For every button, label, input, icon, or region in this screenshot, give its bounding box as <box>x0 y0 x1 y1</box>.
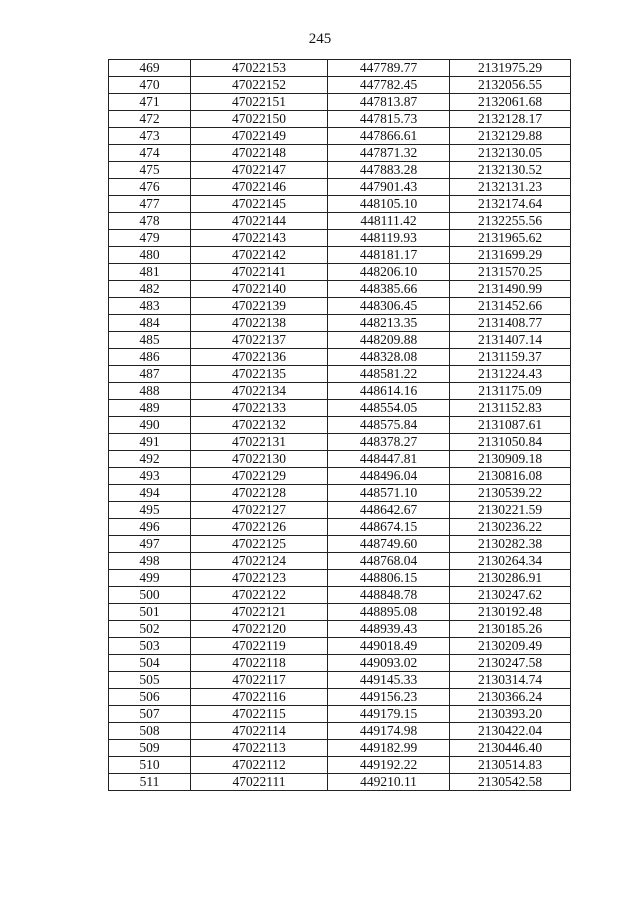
x-coordinate-cell: 448213.35 <box>328 315 450 332</box>
row-index-cell: 487 <box>109 366 191 383</box>
point-id-cell: 47022140 <box>191 281 328 298</box>
row-index-cell: 508 <box>109 723 191 740</box>
x-coordinate-cell: 449145.33 <box>328 672 450 689</box>
y-coordinate-cell: 2130264.34 <box>450 553 571 570</box>
table-row <box>109 349 571 366</box>
row-index-cell: 503 <box>109 638 191 655</box>
row-index-cell: 472 <box>109 111 191 128</box>
table-row <box>109 655 571 672</box>
y-coordinate-cell: 2132130.05 <box>450 145 571 162</box>
row-index-cell: 509 <box>109 740 191 757</box>
x-coordinate-cell: 447871.32 <box>328 145 450 162</box>
row-index-cell: 497 <box>109 536 191 553</box>
table-row <box>109 553 571 570</box>
point-id-cell: 47022145 <box>191 196 328 213</box>
y-coordinate-cell: 2132131.23 <box>450 179 571 196</box>
table-row <box>109 502 571 519</box>
y-coordinate-cell: 2130282.38 <box>450 536 571 553</box>
y-coordinate-cell: 2131152.83 <box>450 400 571 417</box>
point-id-cell: 47022117 <box>191 672 328 689</box>
row-index-cell: 473 <box>109 128 191 145</box>
x-coordinate-cell: 447901.43 <box>328 179 450 196</box>
y-coordinate-cell: 2131050.84 <box>450 434 571 451</box>
coordinates-table <box>108 59 571 791</box>
point-id-cell: 47022126 <box>191 519 328 536</box>
x-coordinate-cell: 448306.45 <box>328 298 450 315</box>
table-row <box>109 757 571 774</box>
x-coordinate-cell: 448385.66 <box>328 281 450 298</box>
x-coordinate-cell: 449156.23 <box>328 689 450 706</box>
point-id-cell: 47022111 <box>191 774 328 791</box>
y-coordinate-cell: 2130393.20 <box>450 706 571 723</box>
table-row <box>109 111 571 128</box>
point-id-cell: 47022127 <box>191 502 328 519</box>
x-coordinate-cell: 448581.22 <box>328 366 450 383</box>
x-coordinate-cell: 449018.49 <box>328 638 450 655</box>
point-id-cell: 47022146 <box>191 179 328 196</box>
point-id-cell: 47022113 <box>191 740 328 757</box>
x-coordinate-cell: 448378.27 <box>328 434 450 451</box>
point-id-cell: 47022139 <box>191 298 328 315</box>
x-coordinate-cell: 448939.43 <box>328 621 450 638</box>
row-index-cell: 470 <box>109 77 191 94</box>
y-coordinate-cell: 2130446.40 <box>450 740 571 757</box>
x-coordinate-cell: 447815.73 <box>328 111 450 128</box>
point-id-cell: 47022121 <box>191 604 328 621</box>
row-index-cell: 489 <box>109 400 191 417</box>
y-coordinate-cell: 2132130.52 <box>450 162 571 179</box>
table-row <box>109 638 571 655</box>
row-index-cell: 477 <box>109 196 191 213</box>
point-id-cell: 47022136 <box>191 349 328 366</box>
y-coordinate-cell: 2130816.08 <box>450 468 571 485</box>
point-id-cell: 47022148 <box>191 145 328 162</box>
y-coordinate-cell: 2131224.43 <box>450 366 571 383</box>
table-row <box>109 179 571 196</box>
row-index-cell: 498 <box>109 553 191 570</box>
row-index-cell: 469 <box>109 60 191 77</box>
x-coordinate-cell: 447883.28 <box>328 162 450 179</box>
row-index-cell: 506 <box>109 689 191 706</box>
x-coordinate-cell: 448496.04 <box>328 468 450 485</box>
x-coordinate-cell: 449174.98 <box>328 723 450 740</box>
x-coordinate-cell: 448575.84 <box>328 417 450 434</box>
x-coordinate-cell: 447813.87 <box>328 94 450 111</box>
row-index-cell: 499 <box>109 570 191 587</box>
point-id-cell: 47022134 <box>191 383 328 400</box>
table-row <box>109 417 571 434</box>
table-row <box>109 723 571 740</box>
point-id-cell: 47022149 <box>191 128 328 145</box>
point-id-cell: 47022130 <box>191 451 328 468</box>
x-coordinate-cell: 449192.22 <box>328 757 450 774</box>
table-row <box>109 264 571 281</box>
point-id-cell: 47022131 <box>191 434 328 451</box>
table-row <box>109 485 571 502</box>
x-coordinate-cell: 448209.88 <box>328 332 450 349</box>
x-coordinate-cell: 449179.15 <box>328 706 450 723</box>
table-row <box>109 298 571 315</box>
row-index-cell: 504 <box>109 655 191 672</box>
table-row <box>109 145 571 162</box>
point-id-cell: 47022153 <box>191 60 328 77</box>
x-coordinate-cell: 448111.42 <box>328 213 450 230</box>
point-id-cell: 47022138 <box>191 315 328 332</box>
row-index-cell: 488 <box>109 383 191 400</box>
y-coordinate-cell: 2131087.61 <box>450 417 571 434</box>
row-index-cell: 482 <box>109 281 191 298</box>
point-id-cell: 47022122 <box>191 587 328 604</box>
y-coordinate-cell: 2130192.48 <box>450 604 571 621</box>
point-id-cell: 47022114 <box>191 723 328 740</box>
table-row <box>109 740 571 757</box>
x-coordinate-cell: 448447.81 <box>328 451 450 468</box>
y-coordinate-cell: 2130286.91 <box>450 570 571 587</box>
point-id-cell: 47022135 <box>191 366 328 383</box>
point-id-cell: 47022142 <box>191 247 328 264</box>
table-row <box>109 689 571 706</box>
table-row <box>109 366 571 383</box>
row-index-cell: 502 <box>109 621 191 638</box>
table-row <box>109 213 571 230</box>
row-index-cell: 480 <box>109 247 191 264</box>
row-index-cell: 507 <box>109 706 191 723</box>
table-row <box>109 247 571 264</box>
table-row <box>109 60 571 77</box>
x-coordinate-cell: 448206.10 <box>328 264 450 281</box>
y-coordinate-cell: 2132129.88 <box>450 128 571 145</box>
y-coordinate-cell: 2131452.66 <box>450 298 571 315</box>
y-coordinate-cell: 2131570.25 <box>450 264 571 281</box>
row-index-cell: 474 <box>109 145 191 162</box>
row-index-cell: 483 <box>109 298 191 315</box>
table-row <box>109 434 571 451</box>
point-id-cell: 47022118 <box>191 655 328 672</box>
point-id-cell: 47022152 <box>191 77 328 94</box>
row-index-cell: 500 <box>109 587 191 604</box>
x-coordinate-cell: 448571.10 <box>328 485 450 502</box>
row-index-cell: 493 <box>109 468 191 485</box>
y-coordinate-cell: 2130366.24 <box>450 689 571 706</box>
point-id-cell: 47022116 <box>191 689 328 706</box>
y-coordinate-cell: 2131407.14 <box>450 332 571 349</box>
point-id-cell: 47022120 <box>191 621 328 638</box>
y-coordinate-cell: 2131975.29 <box>450 60 571 77</box>
x-coordinate-cell: 447782.45 <box>328 77 450 94</box>
y-coordinate-cell: 2130539.22 <box>450 485 571 502</box>
y-coordinate-cell: 2132061.68 <box>450 94 571 111</box>
point-id-cell: 47022119 <box>191 638 328 655</box>
row-index-cell: 475 <box>109 162 191 179</box>
x-coordinate-cell: 448749.60 <box>328 536 450 553</box>
y-coordinate-cell: 2130422.04 <box>450 723 571 740</box>
y-coordinate-cell: 2132255.56 <box>450 213 571 230</box>
table-row <box>109 281 571 298</box>
table-row <box>109 774 571 791</box>
x-coordinate-cell: 448848.78 <box>328 587 450 604</box>
x-coordinate-cell: 448105.10 <box>328 196 450 213</box>
point-id-cell: 47022125 <box>191 536 328 553</box>
point-id-cell: 47022133 <box>191 400 328 417</box>
row-index-cell: 484 <box>109 315 191 332</box>
y-coordinate-cell: 2130185.26 <box>450 621 571 638</box>
row-index-cell: 486 <box>109 349 191 366</box>
point-id-cell: 47022151 <box>191 94 328 111</box>
table-row <box>109 587 571 604</box>
y-coordinate-cell: 2130314.74 <box>450 672 571 689</box>
x-coordinate-cell: 448674.15 <box>328 519 450 536</box>
x-coordinate-cell: 448614.16 <box>328 383 450 400</box>
y-coordinate-cell: 2132056.55 <box>450 77 571 94</box>
y-coordinate-cell: 2130542.58 <box>450 774 571 791</box>
point-id-cell: 47022132 <box>191 417 328 434</box>
point-id-cell: 47022137 <box>191 332 328 349</box>
y-coordinate-cell: 2130221.59 <box>450 502 571 519</box>
y-coordinate-cell: 2130247.58 <box>450 655 571 672</box>
row-index-cell: 490 <box>109 417 191 434</box>
table-row <box>109 400 571 417</box>
x-coordinate-cell: 448119.93 <box>328 230 450 247</box>
y-coordinate-cell: 2130247.62 <box>450 587 571 604</box>
x-coordinate-cell: 448328.08 <box>328 349 450 366</box>
x-coordinate-cell: 448181.17 <box>328 247 450 264</box>
row-index-cell: 485 <box>109 332 191 349</box>
y-coordinate-cell: 2131699.29 <box>450 247 571 264</box>
point-id-cell: 47022144 <box>191 213 328 230</box>
x-coordinate-cell: 449093.02 <box>328 655 450 672</box>
row-index-cell: 481 <box>109 264 191 281</box>
row-index-cell: 494 <box>109 485 191 502</box>
x-coordinate-cell: 447789.77 <box>328 60 450 77</box>
point-id-cell: 47022129 <box>191 468 328 485</box>
x-coordinate-cell: 448554.05 <box>328 400 450 417</box>
table-row <box>109 94 571 111</box>
table-row <box>109 468 571 485</box>
table-row <box>109 672 571 689</box>
table-row <box>109 519 571 536</box>
table-row <box>109 706 571 723</box>
row-index-cell: 511 <box>109 774 191 791</box>
row-index-cell: 479 <box>109 230 191 247</box>
table-row <box>109 128 571 145</box>
point-id-cell: 47022141 <box>191 264 328 281</box>
table-row <box>109 604 571 621</box>
point-id-cell: 47022128 <box>191 485 328 502</box>
page-number: 245 <box>308 31 332 47</box>
table-body <box>109 60 571 791</box>
point-id-cell: 47022112 <box>191 757 328 774</box>
row-index-cell: 478 <box>109 213 191 230</box>
y-coordinate-cell: 2132174.64 <box>450 196 571 213</box>
table-row <box>109 383 571 400</box>
point-id-cell: 47022143 <box>191 230 328 247</box>
row-index-cell: 501 <box>109 604 191 621</box>
table-row <box>109 451 571 468</box>
table-row <box>109 196 571 213</box>
x-coordinate-cell: 448768.04 <box>328 553 450 570</box>
x-coordinate-cell: 448642.67 <box>328 502 450 519</box>
row-index-cell: 496 <box>109 519 191 536</box>
y-coordinate-cell: 2131965.62 <box>450 230 571 247</box>
y-coordinate-cell: 2131490.99 <box>450 281 571 298</box>
point-id-cell: 47022123 <box>191 570 328 587</box>
row-index-cell: 476 <box>109 179 191 196</box>
y-coordinate-cell: 2130909.18 <box>450 451 571 468</box>
y-coordinate-cell: 2131159.37 <box>450 349 571 366</box>
table-row <box>109 77 571 94</box>
point-id-cell: 47022147 <box>191 162 328 179</box>
y-coordinate-cell: 2132128.17 <box>450 111 571 128</box>
y-coordinate-cell: 2130209.49 <box>450 638 571 655</box>
point-id-cell: 47022124 <box>191 553 328 570</box>
y-coordinate-cell: 2131408.77 <box>450 315 571 332</box>
table-row <box>109 570 571 587</box>
x-coordinate-cell: 447866.61 <box>328 128 450 145</box>
table-row <box>109 315 571 332</box>
row-index-cell: 492 <box>109 451 191 468</box>
row-index-cell: 491 <box>109 434 191 451</box>
row-index-cell: 495 <box>109 502 191 519</box>
x-coordinate-cell: 448806.15 <box>328 570 450 587</box>
point-id-cell: 47022115 <box>191 706 328 723</box>
y-coordinate-cell: 2130236.22 <box>450 519 571 536</box>
table-row <box>109 230 571 247</box>
table-row <box>109 536 571 553</box>
row-index-cell: 510 <box>109 757 191 774</box>
table-row <box>109 332 571 349</box>
point-id-cell: 47022150 <box>191 111 328 128</box>
x-coordinate-cell: 449210.11 <box>328 774 450 791</box>
table-row <box>109 162 571 179</box>
table-row <box>109 621 571 638</box>
row-index-cell: 505 <box>109 672 191 689</box>
y-coordinate-cell: 2131175.09 <box>450 383 571 400</box>
y-coordinate-cell: 2130514.83 <box>450 757 571 774</box>
row-index-cell: 471 <box>109 94 191 111</box>
x-coordinate-cell: 448895.08 <box>328 604 450 621</box>
x-coordinate-cell: 449182.99 <box>328 740 450 757</box>
